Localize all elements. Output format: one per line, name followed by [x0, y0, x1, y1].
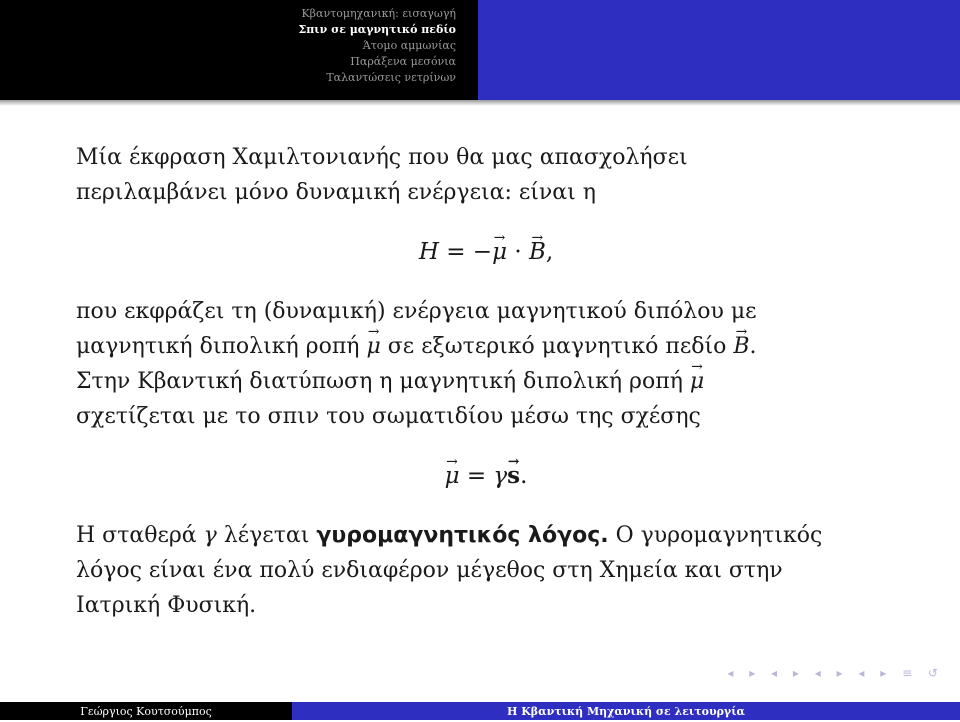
- nav-item-strange-mesons[interactable]: Παράξενα μεσόνια: [350, 55, 456, 68]
- eq-gamma: γ: [493, 463, 508, 489]
- paragraph-line: [76, 175, 896, 210]
- text-line: λέγεται: [223, 523, 310, 548]
- inline-b-vector: → B: [733, 329, 749, 364]
- text-line: Μία έκφραση Χαμιλτονιανής που θα μας απασχολήσει: [76, 145, 688, 170]
- slide-content: [76, 140, 896, 623]
- text-line: Ιατρική Φυσική.: [76, 593, 257, 618]
- text-line: σχετίζεται με το σπιν του σωματιδίου μέσω της σχέσης: [76, 404, 701, 429]
- paragraph-line: [76, 294, 896, 329]
- nav-item-ammonia[interactable]: Άτομο αμμωνίας: [362, 39, 456, 52]
- nav-item-spin[interactable]: Σπιν σε μαγνητικό πεδίο: [298, 23, 456, 36]
- footer-author: Γεώργιος Κουτσούμπος: [0, 702, 292, 720]
- text-line: Ο γυρομαγνητικός: [615, 523, 823, 548]
- paragraph-line: μαγνητική διπολική ροπή → μ σε εξωτερικό μαγνητικό πεδίο → B.: [76, 329, 896, 364]
- nav-item-neutrino[interactable]: Ταλαντώσεις νετρίνων: [326, 71, 456, 84]
- inline-gamma: γ: [203, 523, 217, 548]
- slide-header: [0, 0, 960, 100]
- paragraph-line: [76, 140, 896, 175]
- eq-comma: ,: [545, 239, 554, 265]
- text-line: Στην Κβαντική διατύπωση η μαγνητική διπολική ροπή: [76, 369, 683, 394]
- eq-mu-vector: → μ: [492, 232, 507, 272]
- header-accent-bar: [478, 0, 960, 100]
- header-section-panel: [0, 0, 478, 100]
- beamer-navigation-symbols[interactable]: ◂ ▸ ◂ ▸ ◂ ▸ ◂ ▸ ≡ ↺: [727, 666, 944, 680]
- text-line: σε εξωτερικό μαγνητικό πεδίο: [387, 334, 727, 359]
- nav-item-intro[interactable]: Κβαντομηχανική: εισαγωγή: [301, 7, 456, 20]
- eq-period: .: [520, 463, 528, 489]
- inline-mu-vector: → μ: [366, 329, 380, 364]
- eq-dot: ·: [514, 239, 522, 265]
- paragraph-line: [76, 588, 896, 623]
- footer-title: Η Κβαντική Μηχανική σε λειτουργία: [292, 702, 960, 720]
- eq-mu-vector: → μ: [445, 456, 460, 496]
- paragraph-line: [76, 399, 896, 434]
- gyromagnetic-ratio-term: γυρομαγνητικός λόγος.: [316, 523, 609, 548]
- text-line: περιλαμβάνει μόνο δυναμική ενέργεια: είναι η: [76, 180, 596, 205]
- text-line: που εκφράζει τη (δυναμική) ενέργεια μαγνητικού διπόλου με: [76, 299, 757, 324]
- text-line: μαγνητική διπολική ροπή: [76, 334, 360, 359]
- paragraph-line: [76, 518, 896, 553]
- text-line: Η σταθερά: [76, 523, 197, 548]
- paragraph-line: [76, 553, 896, 588]
- eq-equals: =: [466, 463, 487, 489]
- hamiltonian-equation: [76, 232, 896, 272]
- eq-equals-minus: = −: [446, 239, 493, 265]
- section-navigation: [298, 6, 456, 86]
- inline-mu-vector: → μ: [690, 364, 704, 399]
- eq-hamiltonian-symbol: H: [418, 239, 439, 265]
- header-shadow: [0, 100, 960, 106]
- paragraph-line: [76, 364, 896, 399]
- text-line: λόγος είναι ένα πολύ ενδιαφέρον μέγεθος στη Χημεία και στην: [76, 558, 783, 583]
- slide-footer: [0, 702, 960, 720]
- eq-b-vector: → B: [529, 232, 546, 272]
- gyromagnetic-equation: [76, 456, 896, 496]
- eq-spin-vector: → s: [507, 456, 520, 496]
